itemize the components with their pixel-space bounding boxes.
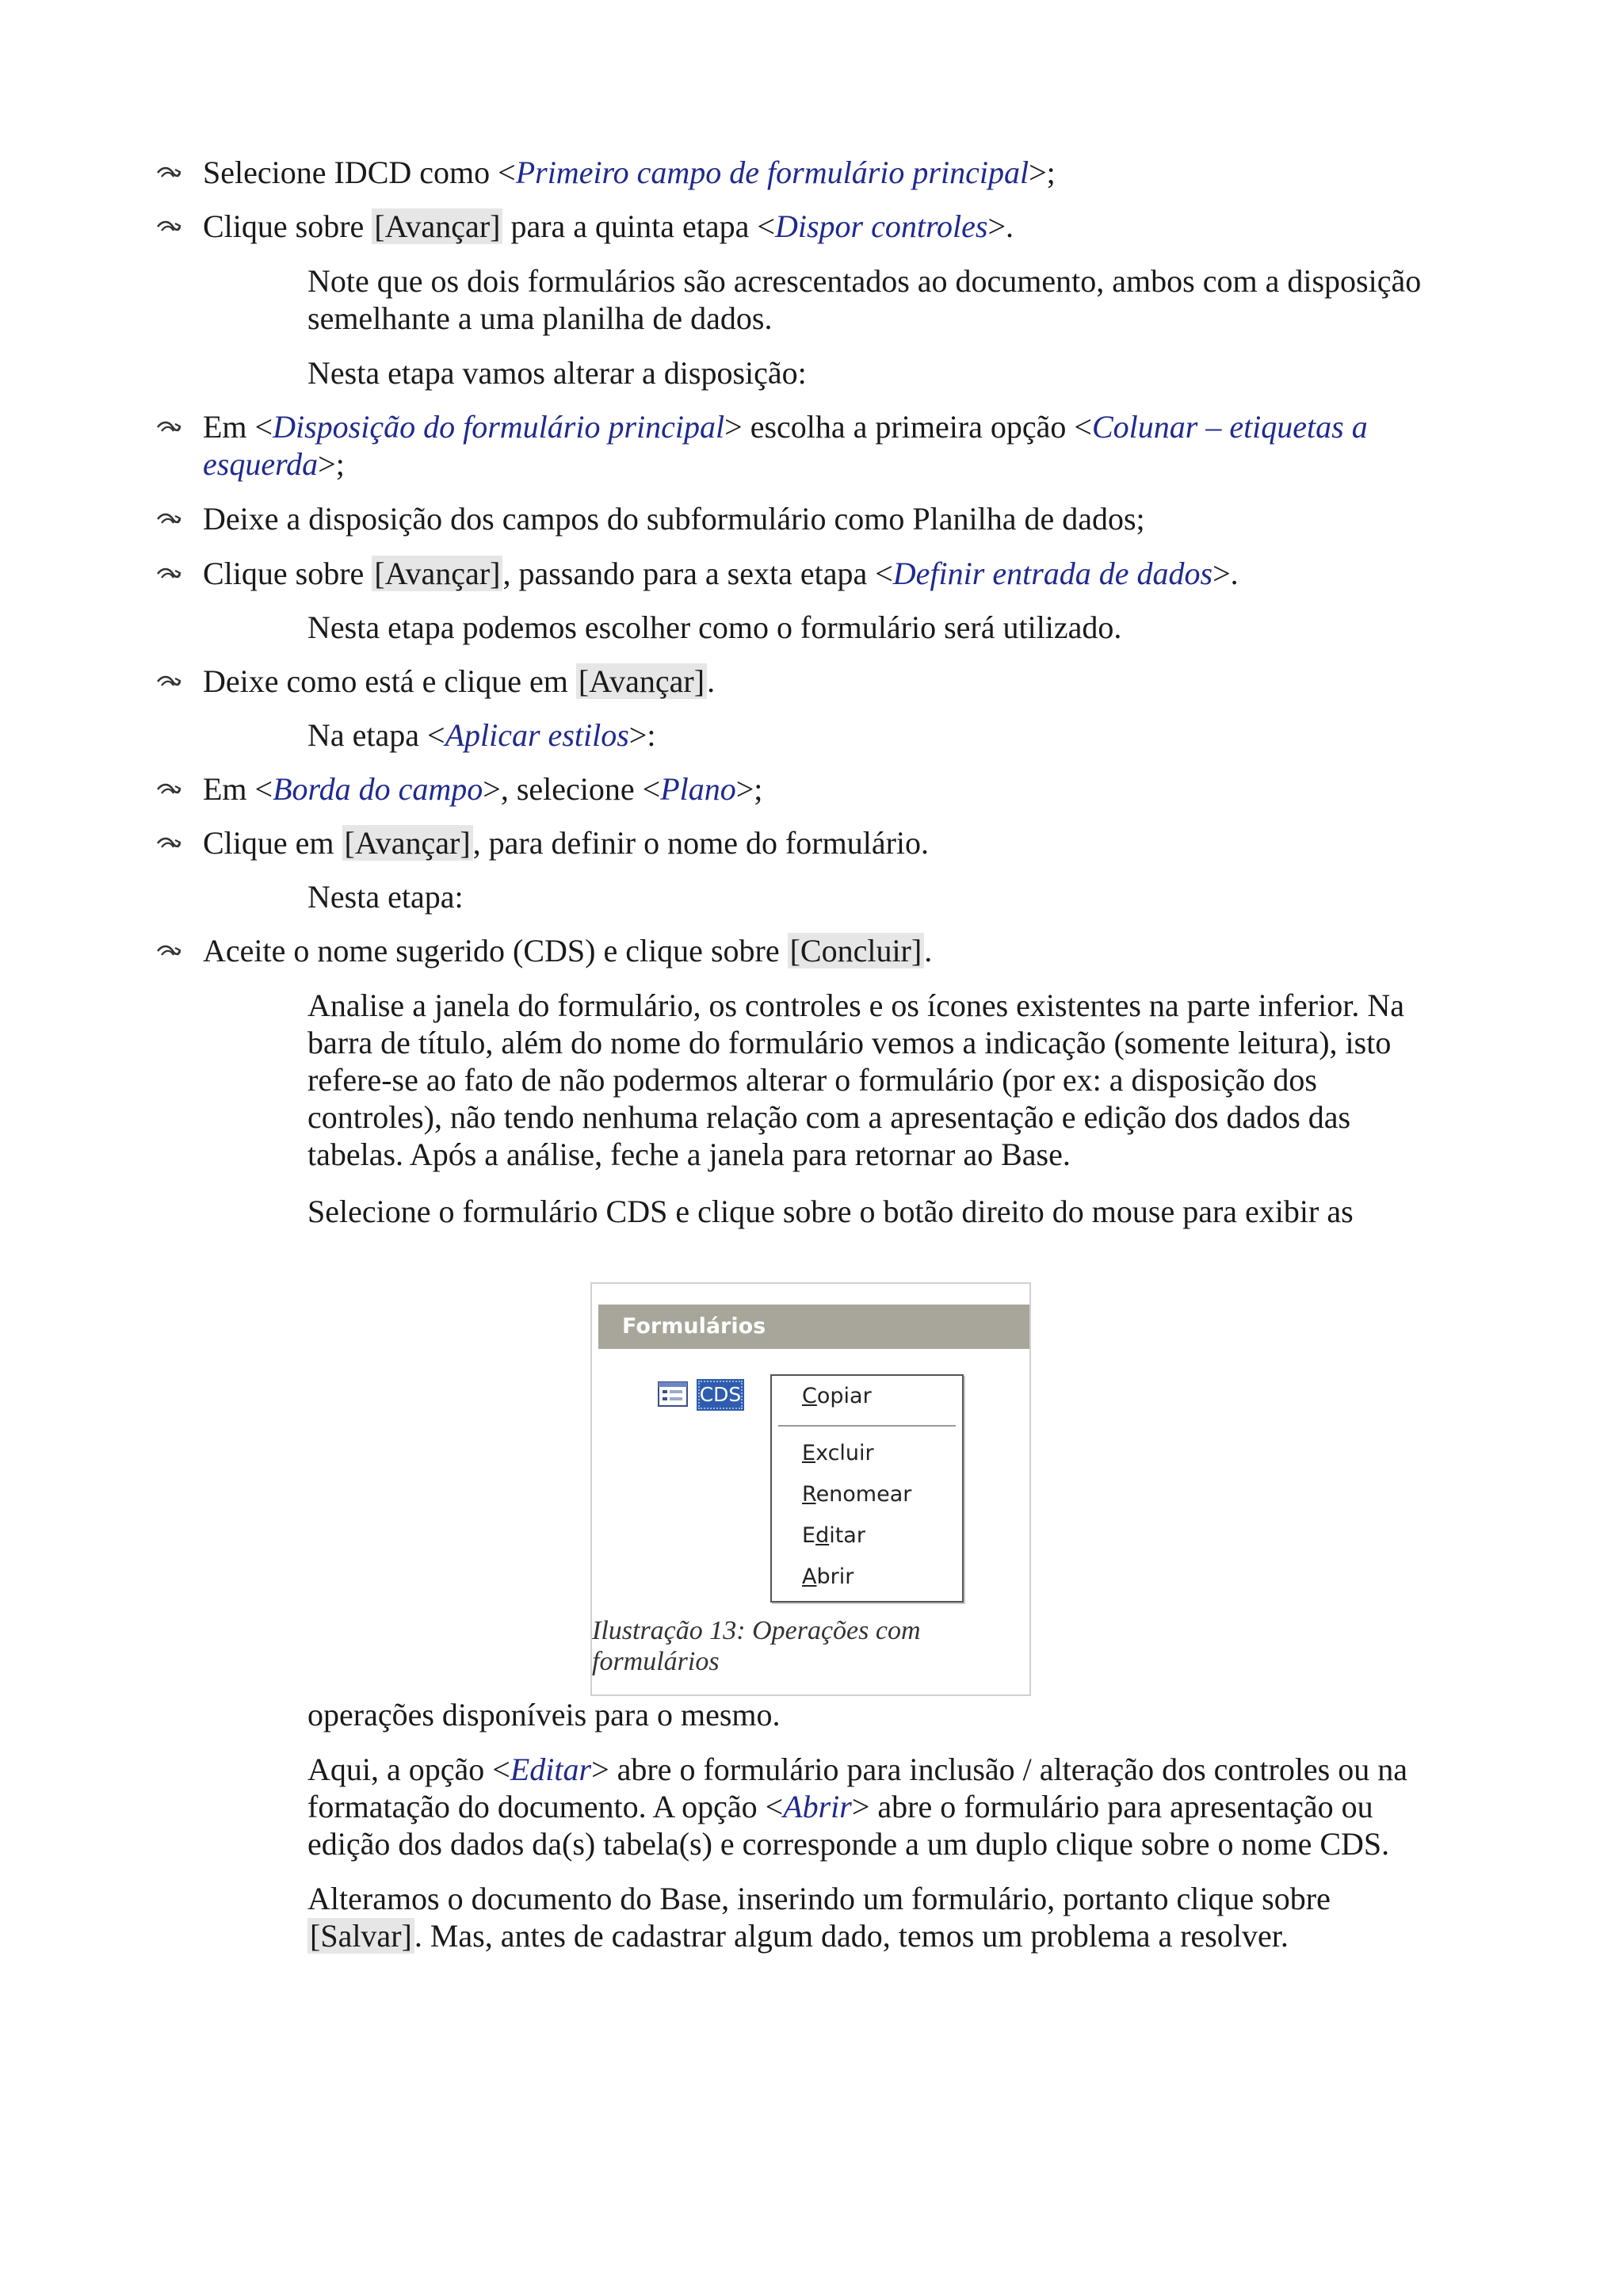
note-paragraph: Nesta etapa vamos alterar a disposição: xyxy=(307,355,807,391)
note-paragraph xyxy=(307,987,1496,1173)
bullet-arrow-icon xyxy=(155,826,182,858)
note-reference: Aplicar estilos xyxy=(445,717,629,753)
menu-accelerator: E xyxy=(802,1441,816,1465)
note-line: Alteramos o documento do Base, inserindo um formulário, portanto clique sobre xyxy=(307,1881,1331,1916)
list-item xyxy=(0,663,1623,701)
list-item xyxy=(0,770,1623,808)
item-text: Deixe a disposição dos campos do subformulário como Planilha de dados; xyxy=(203,501,1145,537)
menu-item-copiar[interactable] xyxy=(802,1384,872,1408)
menu-item-editar[interactable] xyxy=(802,1523,865,1548)
item-text: Clique em xyxy=(203,825,342,861)
form-item-cds[interactable]: CDS xyxy=(697,1379,744,1411)
menu-label: brir xyxy=(816,1564,854,1589)
salvar-button-ref: [Salvar] xyxy=(307,1918,414,1954)
note-reference: Abrir xyxy=(783,1789,852,1824)
note-reference: Editar xyxy=(510,1752,592,1787)
avancar-button-ref: [Avançar] xyxy=(372,556,502,591)
note-paragraph: Nesta etapa podemos escolher como o formulário será utilizado. xyxy=(307,609,1122,645)
menu-accelerator: A xyxy=(802,1564,817,1589)
menu-item-excluir[interactable] xyxy=(802,1441,874,1465)
menu-label: enomear xyxy=(815,1482,912,1507)
note-paragraph xyxy=(307,1880,1496,1954)
caption-line: formulários xyxy=(592,1647,720,1676)
caption-line: Ilustração 13: Operações com xyxy=(592,1616,921,1645)
item-reference: Dispor controles xyxy=(774,208,988,244)
item-reference: Disposição do formulário principal xyxy=(273,409,725,445)
note-text-end: >: xyxy=(628,717,656,753)
list-item-continuation xyxy=(0,445,1623,483)
note-line: Analise a janela do formulário, os controles e os ícones existentes na parte inferior. Na xyxy=(307,988,1404,1023)
note-line: barra de título, além do nome do formulário vemos a indicação (somente leitura), isto xyxy=(307,1025,1392,1060)
item-text-end: >; xyxy=(1029,155,1056,190)
note-text-end: > abre o formulário para inclusão / alteração dos controles ou na xyxy=(591,1752,1408,1787)
item-text: Aceite o nome sugerido (CDS) e clique sobre xyxy=(203,933,788,968)
figure-caption xyxy=(592,1615,1029,1677)
note-line: Note que os dois formulários são acrescentados ao documento, ambos com a disposição xyxy=(307,263,1422,299)
note-paragraph xyxy=(307,1751,1496,1862)
note-paragraph: Nesta etapa: xyxy=(307,879,464,915)
menu-label-start: E xyxy=(802,1523,816,1548)
item-text: Clique sobre xyxy=(203,208,372,244)
item-reference: Borda do campo xyxy=(273,771,483,807)
note-line: edição dos dados da(s) tabela(s) e corresponde a um duplo clique sobre o nome CDS. xyxy=(307,1826,1390,1862)
bullet-arrow-icon xyxy=(155,934,182,965)
list-item xyxy=(0,824,1623,862)
item-text: Clique sobre xyxy=(203,556,372,591)
list-item xyxy=(0,500,1623,538)
note-line xyxy=(307,1788,1496,1825)
menu-separator xyxy=(778,1425,956,1427)
bullet-arrow-icon xyxy=(155,664,182,696)
bullet-arrow-icon xyxy=(155,155,182,187)
context-menu xyxy=(770,1374,964,1603)
note-text: Na etapa < xyxy=(307,717,445,753)
note-text: Aqui, a opção < xyxy=(307,1752,510,1787)
item-text-end: >; xyxy=(735,771,763,807)
form-document-icon xyxy=(658,1381,688,1407)
bullet-arrow-icon xyxy=(155,556,182,588)
menu-label: opiar xyxy=(816,1384,872,1408)
list-item xyxy=(0,208,1623,246)
note-line xyxy=(307,1917,1496,1954)
item-text-end: , para definir o nome do formulário. xyxy=(472,825,930,861)
menu-label: xcluir xyxy=(815,1441,874,1465)
menu-label: itar xyxy=(829,1523,865,1548)
forms-panel-header: Formulários xyxy=(598,1305,1029,1349)
note-line: controles), não tendo nenhuma relação com a apresentação e edição dos dados das xyxy=(307,1099,1351,1135)
menu-accelerator: C xyxy=(802,1384,817,1408)
item-text-end: . xyxy=(924,933,933,968)
note-line: tabelas. Após a análise, feche a janela para retornar ao Base. xyxy=(307,1137,1071,1172)
item-text: Deixe como está e clique em xyxy=(203,663,576,699)
item-text-mid: >, selecione < xyxy=(483,771,661,807)
item-reference-3: esquerda xyxy=(203,446,319,482)
item-reference: Primeiro campo de formulário principal xyxy=(515,155,1029,190)
menu-accelerator: d xyxy=(815,1523,830,1548)
item-text-end: >. xyxy=(987,208,1014,244)
list-item xyxy=(0,408,1623,446)
item-text-end: >; xyxy=(318,446,345,482)
item-text-end: . xyxy=(707,663,716,699)
menu-item-abrir[interactable] xyxy=(802,1564,854,1589)
illustration-figure xyxy=(590,1282,1031,1696)
bullet-arrow-icon xyxy=(155,410,182,441)
menu-accelerator: R xyxy=(802,1482,816,1507)
menu-item-renomear[interactable] xyxy=(802,1482,911,1507)
note-line: semelhante a uma planilha de dados. xyxy=(307,300,773,336)
note-text-end: > abre o formulário para apresentação ou xyxy=(851,1789,1373,1824)
item-text-end: >. xyxy=(1212,556,1239,591)
note-line: refere-se ao fato de não podermos alterar o formulário (por ex: a disposição dos xyxy=(307,1062,1317,1098)
item-text-mid: para a quinta etapa < xyxy=(502,208,775,244)
item-reference-2: Plano xyxy=(660,771,736,807)
item-text: Em < xyxy=(203,771,273,807)
list-item xyxy=(0,154,1623,192)
note-paragraph xyxy=(307,262,1496,337)
note-text-end: . Mas, antes de cadastrar algum dado, temos um problema a resolver. xyxy=(414,1918,1289,1954)
note-paragraph: Selecione o formulário CDS e clique sobre o botão direito do mouse para exibir as xyxy=(307,1194,1354,1229)
context-menu-screenshot xyxy=(592,1284,1029,1617)
item-reference: Definir entrada de dados xyxy=(892,556,1213,591)
item-text-mid: > escolha a primeira opção < xyxy=(724,409,1092,445)
note-line xyxy=(307,1751,1496,1788)
avancar-button-ref: [Avançar] xyxy=(576,663,707,699)
item-text: Em < xyxy=(203,409,273,445)
item-reference-2: Colunar – etiquetas a xyxy=(1091,409,1368,445)
bullet-arrow-icon xyxy=(155,209,182,241)
note-paragraph: operações disponíveis para o mesmo. xyxy=(307,1697,781,1733)
item-text: Selecione IDCD como < xyxy=(203,155,516,190)
avancar-button-ref: [Avançar] xyxy=(342,825,473,861)
item-text-mid: , passando para a sexta etapa < xyxy=(502,556,893,591)
list-item xyxy=(0,932,1623,970)
note-text: formatação do documento. A opção < xyxy=(307,1789,784,1824)
concluir-button-ref: [Concluir] xyxy=(788,933,925,968)
list-item xyxy=(0,555,1623,593)
note-paragraph xyxy=(0,716,1623,755)
bullet-arrow-icon xyxy=(155,772,182,804)
bullet-arrow-icon xyxy=(155,502,182,533)
avancar-button-ref: [Avançar] xyxy=(372,208,502,244)
